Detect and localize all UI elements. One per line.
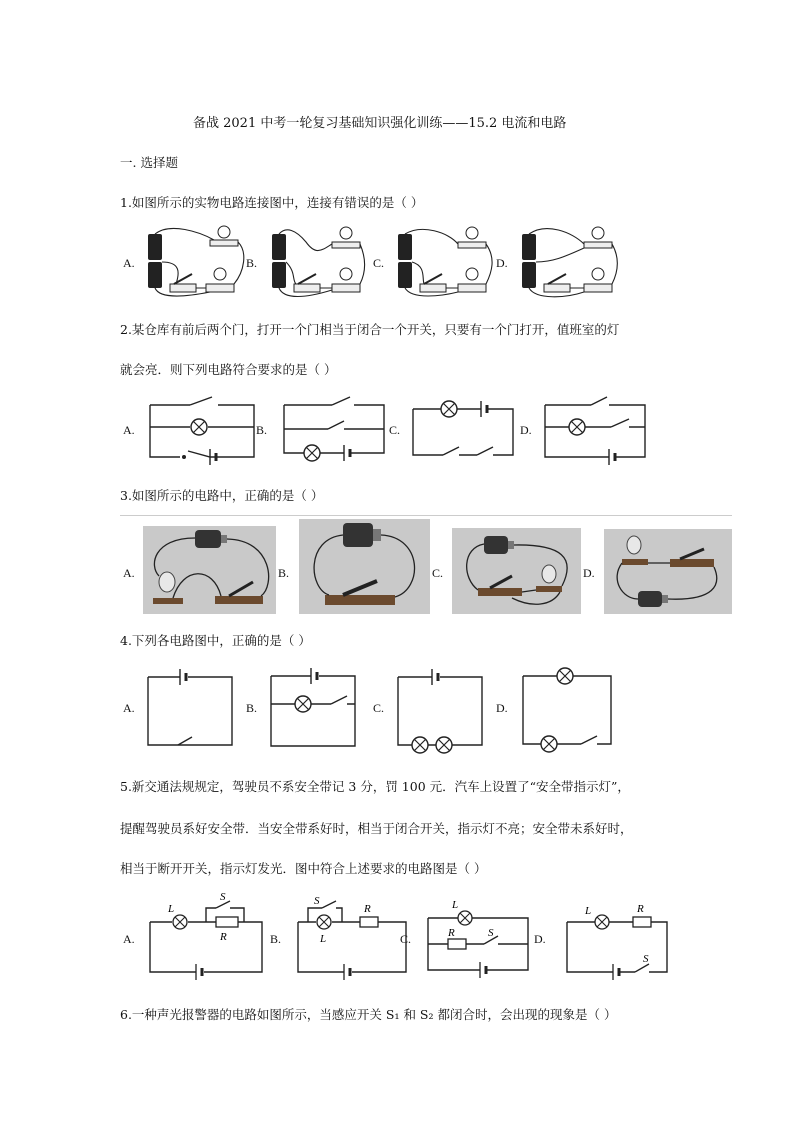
battery-icon xyxy=(398,234,412,288)
q5-circuit-a xyxy=(150,891,262,974)
question-2-line-2: 就会亮．则下列电路符合要求的是（ ） xyxy=(120,362,337,377)
page-title: 备战 2021 中考一轮复习基础知识强化训练——15.2 电流和电路 xyxy=(193,116,567,131)
q5-option-d-label[interactable]: D. xyxy=(534,932,546,946)
bulb-icon xyxy=(332,268,360,292)
switch-icon xyxy=(332,397,350,405)
bulb-icon xyxy=(458,268,486,292)
resistor-icon xyxy=(360,917,378,927)
q4-circuit-b xyxy=(271,664,355,748)
q3-photo-b xyxy=(299,519,430,614)
q2-option-b-label[interactable]: B. xyxy=(256,423,268,437)
lamp-label: L xyxy=(585,905,592,917)
resistor-label: R xyxy=(448,927,455,939)
lamp-icon xyxy=(557,668,573,684)
switch-icon xyxy=(544,274,570,292)
battery-icon xyxy=(344,964,350,980)
question-3: 3.如图所示的电路中，正确的是（ ） xyxy=(120,488,324,503)
battery-icon xyxy=(432,669,438,685)
lamp-icon xyxy=(304,445,320,461)
q3-option-d-label[interactable]: D. xyxy=(583,566,595,580)
switch-icon xyxy=(477,447,493,455)
battery-icon xyxy=(609,449,615,465)
lamp-icon xyxy=(569,419,585,435)
q1-physical-circuit-b xyxy=(266,222,376,302)
q4-option-d-label[interactable]: D. xyxy=(496,701,508,715)
resistor-label: R xyxy=(637,903,644,915)
q1-option-b-label[interactable]: B. xyxy=(246,256,258,270)
question-5-line-2: 提醒驾驶员系好安全带．当安全带系好时，相当于闭合开关，指示灯不亮；安全带未系好时， xyxy=(120,821,633,836)
q3-option-b-label[interactable]: B. xyxy=(278,566,290,580)
resistor-icon xyxy=(216,917,238,927)
q5-option-a-label[interactable]: A. xyxy=(123,932,135,946)
switch-icon xyxy=(322,901,336,908)
divider xyxy=(120,515,732,516)
q5-circuit-d xyxy=(567,898,667,976)
q4-circuit-a xyxy=(148,665,232,747)
bulb-icon xyxy=(332,227,360,248)
q4-option-a-label[interactable]: A. xyxy=(123,701,135,715)
battery-icon xyxy=(481,401,487,417)
resistor-label: R xyxy=(364,903,371,915)
q1-physical-circuit-a xyxy=(140,222,250,302)
q4-circuit-d xyxy=(523,664,611,750)
lamp-label: L xyxy=(320,933,327,945)
battery-icon xyxy=(148,234,162,288)
question-6: 6.一种声光报警器的电路如图所示，当感应开关 S₁ 和 S₂ 都闭合时，会出现的现象是（ ） xyxy=(120,1007,617,1022)
q5-circuit-c xyxy=(428,898,528,974)
battery-icon xyxy=(272,234,286,288)
q5-circuit-b xyxy=(298,895,406,974)
lamp-icon xyxy=(595,915,609,929)
battery-icon xyxy=(311,668,317,684)
q1-option-d-label[interactable]: D. xyxy=(496,256,508,270)
q2-option-a-label[interactable]: A. xyxy=(123,423,135,437)
question-5-line-3: 相当于断开开关，指示灯发光．图中符合上述要求的电路图是（ ） xyxy=(120,861,487,876)
q2-option-c-label[interactable]: C. xyxy=(389,423,401,437)
bulb-icon xyxy=(584,227,612,248)
switch-label: S xyxy=(220,891,226,903)
lamp-icon xyxy=(458,911,472,925)
bulb-icon xyxy=(206,268,234,292)
battery-icon xyxy=(344,445,350,461)
lamp-label: L xyxy=(452,899,459,911)
q4-circuit-c xyxy=(398,665,482,751)
switch-icon xyxy=(190,397,212,405)
q1-physical-circuit-d xyxy=(516,222,626,302)
q1-option-c-label[interactable]: C. xyxy=(373,256,385,270)
switch-label: S xyxy=(488,927,494,939)
q2-circuit-d xyxy=(545,395,645,465)
lamp-icon xyxy=(441,401,457,417)
resistor-label: R xyxy=(220,931,227,943)
question-4: 4.下列各电路图中，正确的是（ ） xyxy=(120,633,311,648)
q5-option-c-label[interactable]: C. xyxy=(400,932,412,946)
battery-icon xyxy=(196,964,202,980)
switch-icon xyxy=(591,397,607,405)
q1-physical-circuit-c xyxy=(392,222,502,302)
question-2-line-1: 2.某仓库有前后两个门，打开一个门相当于闭合一个开关，只要有一个门打开，值班室的灯 xyxy=(120,322,620,337)
question-5-line-1: 5.新交通法规规定，驾驶员不系安全带记 3 分，罚 100 元．汽车上设置了“安全带指示灯”， xyxy=(120,779,630,794)
switch-label: S xyxy=(314,895,320,907)
switch-icon xyxy=(635,964,649,972)
switch-icon xyxy=(331,696,347,704)
q5-option-b-label[interactable]: B. xyxy=(270,932,282,946)
q2-circuit-b xyxy=(284,395,384,465)
q2-circuit-c xyxy=(413,395,513,465)
question-1: 1.如图所示的实物电路连接图中，连接有错误的是（ ） xyxy=(120,195,424,210)
switch-icon xyxy=(443,447,459,455)
resistor-icon xyxy=(633,917,651,927)
q4-option-c-label[interactable]: C. xyxy=(373,701,385,715)
q3-option-a-label[interactable]: A. xyxy=(123,566,135,580)
bulb-icon xyxy=(458,227,486,248)
q4-option-b-label[interactable]: B. xyxy=(246,701,258,715)
lamp-icon xyxy=(191,419,207,435)
lamp-icon xyxy=(173,915,187,929)
q3-photo-c xyxy=(452,528,581,614)
lamp-icon xyxy=(317,915,331,929)
battery-icon xyxy=(522,234,536,288)
lamp-icon xyxy=(541,736,557,752)
lamp-icon xyxy=(295,696,311,712)
section-heading: 一. 选择题 xyxy=(120,155,178,170)
resistor-icon xyxy=(448,939,466,949)
battery-icon xyxy=(180,669,186,685)
switch-icon xyxy=(328,421,344,429)
switch-icon xyxy=(581,736,597,744)
switch-icon xyxy=(170,274,196,292)
q2-option-d-label[interactable]: D. xyxy=(520,423,532,437)
bulb-icon xyxy=(584,268,612,292)
q3-photo-a xyxy=(143,526,276,614)
switch-icon xyxy=(294,274,320,292)
switch-icon xyxy=(611,419,629,427)
lamp-icon xyxy=(412,737,428,753)
switch-label: S xyxy=(643,953,649,965)
q3-option-c-label[interactable]: C. xyxy=(432,566,444,580)
lamp-icon xyxy=(436,737,452,753)
q2-circuit-a xyxy=(150,395,254,465)
lamp-label: L xyxy=(168,903,175,915)
q3-photo-d xyxy=(604,529,732,614)
battery-icon xyxy=(613,964,619,980)
battery-icon xyxy=(480,962,486,978)
q1-option-a-label[interactable]: A. xyxy=(123,256,135,270)
switch-icon xyxy=(178,737,192,745)
bulb-icon xyxy=(210,226,238,246)
